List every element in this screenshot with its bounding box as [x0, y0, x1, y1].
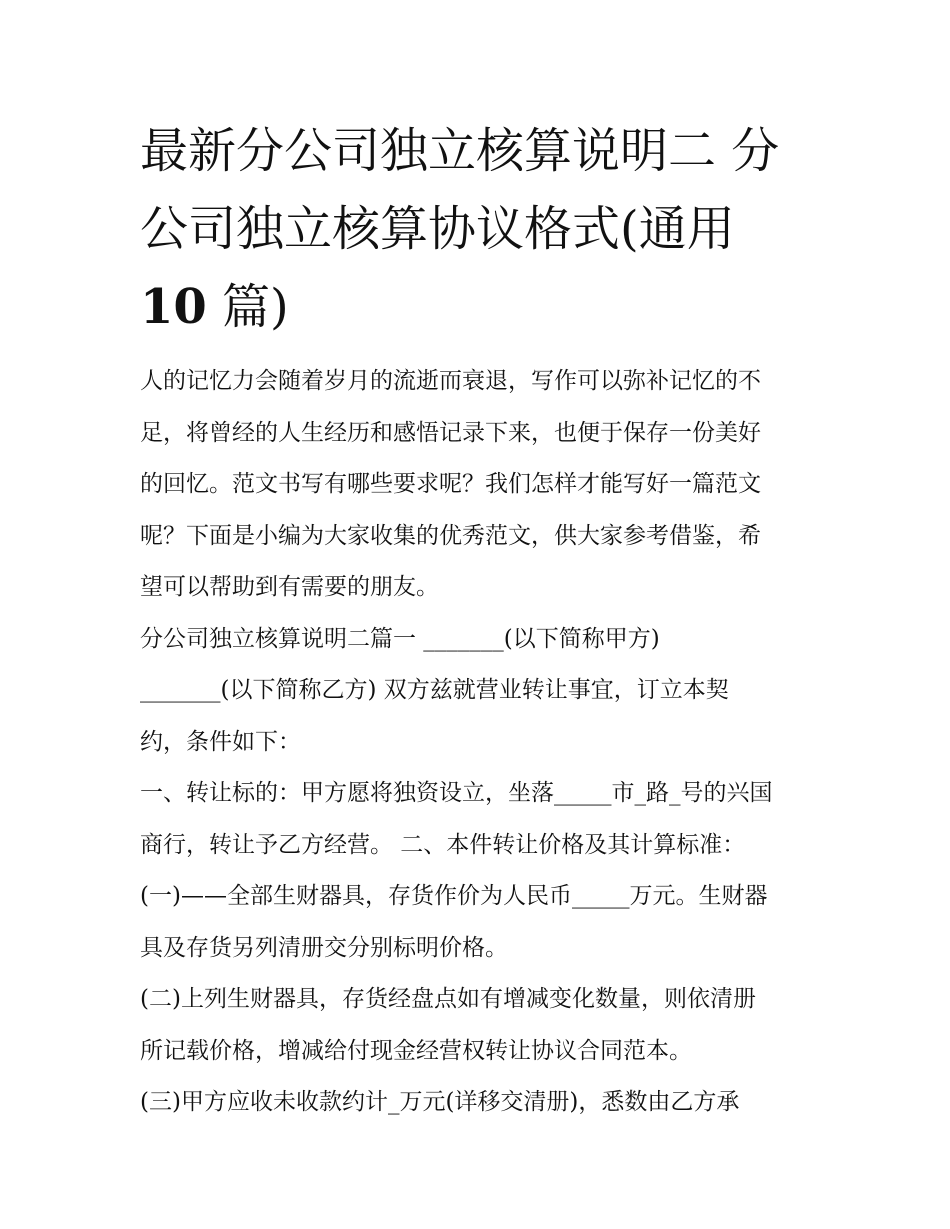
body-line: 商行，转让予乙方经营。 二、本件转让价格及其计算标准： [140, 831, 746, 858]
title-line-1: 最新分公司独立核算说明二 分 [140, 123, 780, 179]
body-line: (一)——全部生财器具，存货作价为人民币_____万元。生财器 [140, 883, 768, 909]
body-line: 呢？下面是小编为大家收集的优秀范文，供大家参考借鉴，希 [140, 522, 761, 549]
body-line: 分公司独立核算说明二篇一 _______(以下简称甲方) [140, 625, 660, 652]
body-line: (二)上列生财器具，存货经盘点如有增减变化数量，则依清册 [140, 986, 756, 1012]
body-line: 具及存货另列清册交分别标明价格。 [140, 934, 508, 961]
document-body [140, 356, 820, 1129]
body-line: 望可以帮助到有需要的朋友。 [140, 574, 439, 600]
title-line-3 [140, 268, 840, 346]
body-line: 的回忆。范文书写有哪些要求呢？我们怎样才能写好一篇范文 [140, 471, 761, 497]
title-line-2: 公司独立核算协议格式(通用 [140, 201, 735, 257]
title-suffix: 篇) [206, 279, 289, 335]
body-line: _______(以下简称乙方) 双方兹就营业转让事宜，订立本契 [140, 677, 729, 703]
body-line: 约，条件如下： [140, 728, 301, 755]
document-title [140, 112, 840, 346]
body-line: 人的记忆力会随着岁月的流逝而衰退，写作可以弥补记忆的不 [140, 368, 761, 394]
title-number: 10 [140, 279, 207, 335]
body-line: 一、转让标的：甲方愿将独资设立，坐落_____市_路_号的兴国 [140, 780, 773, 806]
body-line: 所记载价格，增减给付现金经营权转让协议合同范本。 [140, 1037, 692, 1064]
body-line: 足，将曾经的人生经历和感悟记录下来，也便于保存一份美好 [140, 419, 761, 446]
body-line: (三)甲方应收未收款约计_万元(详移交清册)，悉数由乙方承 [140, 1089, 740, 1115]
